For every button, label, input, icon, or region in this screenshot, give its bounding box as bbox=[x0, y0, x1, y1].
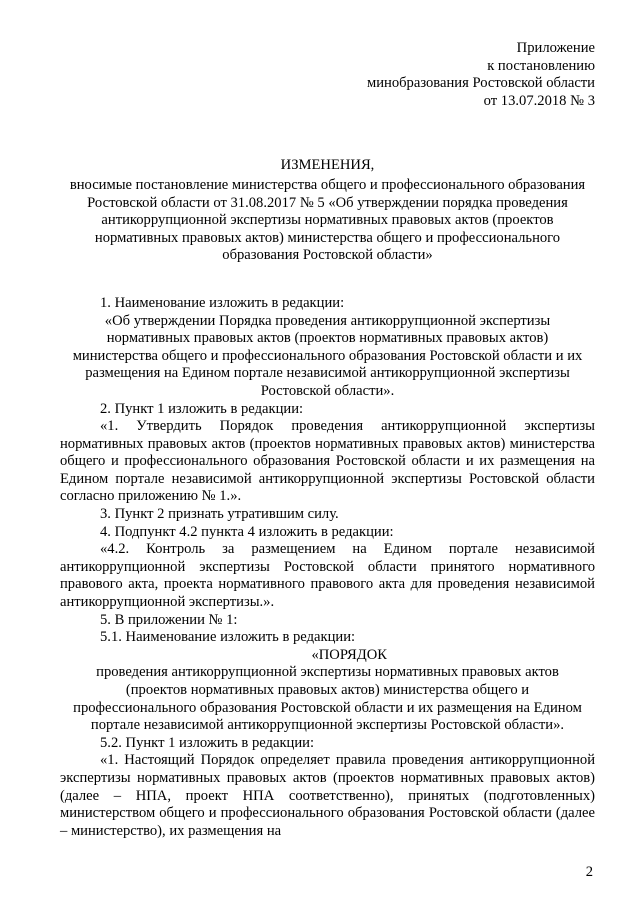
subtitle-line: Ростовской области от 31.08.2017 № 5 «Об утверждении порядка проведения bbox=[87, 194, 568, 211]
subtitle-line: антикоррупционной экспертизы нормативных правовых актов (проектов bbox=[101, 212, 554, 229]
porjadok-title bbox=[60, 664, 595, 734]
page-number: 2 bbox=[585, 864, 593, 880]
paragraph: 1. Наименование изложить в редакции: bbox=[100, 294, 345, 311]
paragraph: 2. Пункт 1 изложить в редакции: bbox=[100, 400, 304, 417]
subtitle-line: вносимые постановление министерства общего и профессионального образования bbox=[69, 176, 586, 193]
appendix-header bbox=[60, 40, 595, 110]
document-page bbox=[60, 40, 595, 840]
quoted-title bbox=[60, 313, 595, 401]
paragraph: 5.1. Наименование изложить в редакции: bbox=[100, 629, 356, 646]
appendix-line: Приложение bbox=[516, 40, 595, 56]
quote-line: размещения на Едином портале независимой антикоррупционной экспертизы bbox=[85, 365, 570, 382]
paragraph: 3. Пункт 2 признать утратившим силу. bbox=[100, 506, 339, 523]
paragraph: 5.2. Пункт 1 изложить в редакции: bbox=[100, 734, 315, 751]
paragraph: «1. Утвердить Порядок проведения антикоррупционной экспертизы нормативных правовых актов (проектов нормативных правовых актов) министерства общего и профессионального образования Ростовской области и их размещения на Едином портале независимой антикоррупционной экспертизы Ростовской области согласно приложению № 1.». bbox=[60, 418, 595, 505]
quote-line: нормативных правовых актов (проектов нормативных правовых актов) bbox=[106, 330, 549, 347]
porjadok-line: проведения антикоррупционной экспертизы нормативных правовых актов bbox=[96, 664, 559, 681]
document-body bbox=[60, 295, 595, 840]
paragraph: «4.2. Контроль за размещением на Едином портале независимой антикоррупционной экспертизы Ростовской области принятого нормативного правового акта, проекта нормативного правового акта для проведения независимой антикоррупционной экспертизы.». bbox=[60, 541, 595, 611]
appendix-line: от 13.07.2018 № 3 bbox=[483, 92, 595, 109]
appendix-line: минобразования Ростовской области bbox=[366, 75, 595, 92]
quote-line: министерства общего и профессионального образования Ростовской области и их bbox=[72, 347, 583, 364]
quote-line: «Об утверждении Порядка проведения антикоррупционной экспертизы bbox=[104, 312, 551, 329]
paragraph: «1. Настоящий Порядок определяет правила проведения антикоррупционной экспертизы нормативных правовых актов (проектов нормативных правовых актов) (далее – НПА, проект НПА соответственно), принятых (подготовленных) министерством общего и профессионального образования Ростовской области (далее – министерство), их размещения на bbox=[60, 752, 595, 839]
porjadok-line: (проектов нормативных правовых актов) министерства общего и bbox=[125, 682, 530, 698]
porjadok-line: портале независимой антикоррупционной экспертизы Ростовской области». bbox=[90, 717, 565, 734]
paragraph: 4. Подпункт 4.2 пункта 4 изложить в редакции: bbox=[100, 523, 394, 540]
appendix-line: к постановлению bbox=[487, 57, 595, 74]
paragraph: 5. В приложении № 1: bbox=[100, 611, 238, 628]
porjadok-heading: «ПОРЯДОК bbox=[311, 646, 387, 663]
subtitle-line: нормативных правовых актов) министерства общего и профессионального bbox=[94, 229, 561, 246]
quote-line: Ростовской области». bbox=[260, 382, 395, 399]
porjadok-line: профессионального образования Ростовской области и их размещения на Едином bbox=[73, 699, 582, 716]
subtitle-line: образования Ростовской области» bbox=[222, 247, 433, 264]
document-heading bbox=[60, 157, 595, 265]
document-title: ИЗМЕНЕНИЯ, bbox=[280, 157, 375, 174]
